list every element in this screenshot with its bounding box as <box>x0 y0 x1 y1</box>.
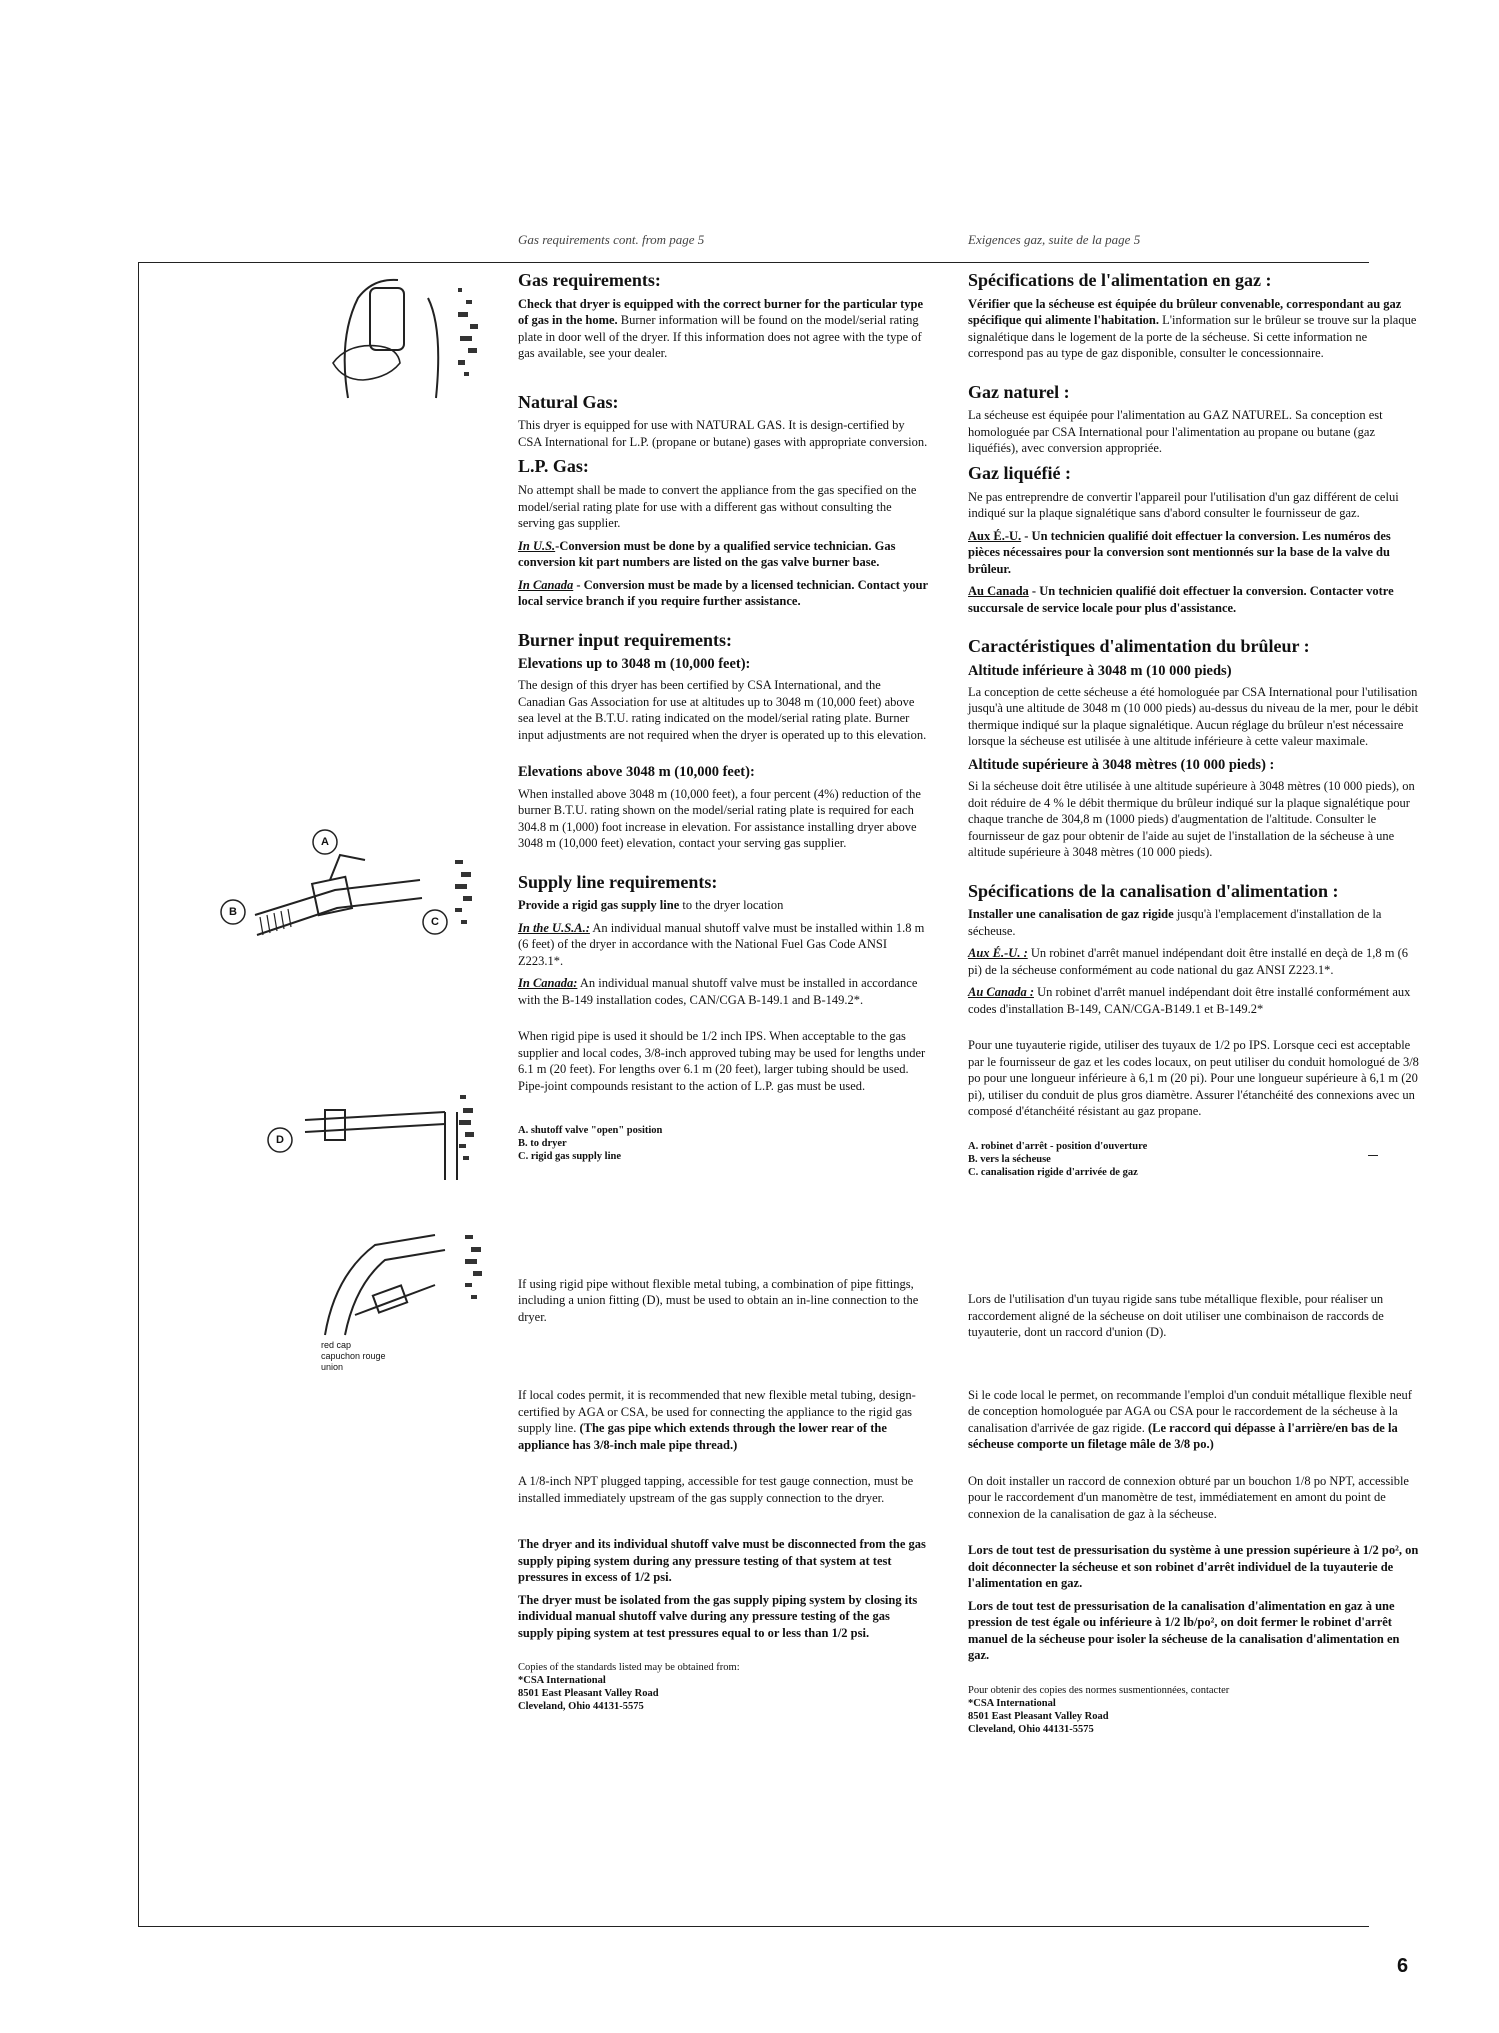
fr-lp-canada-text: - Un technicien qualifié doit effectuer la conversion. Contacter votre succursale de service locale pour plus d'assistance. <box>968 584 1394 615</box>
fr-elevation-above-title: Altitude supérieure à 3048 mètres (10 000 pieds) : <box>968 756 1275 773</box>
fr-npt-tapping-body: On doit installer un raccord de connexion obturé par un bouchon 1/8 po NPT, accessible pour le raccordement d'un manomètre de test, immédiatement en amont du point de connexion de la canalisation de gaz à la sécheuse. <box>968 1473 1409 1521</box>
copies-note: Copies of the standards listed may be obtained from: <box>518 1662 740 1674</box>
fr-legend-a: A. robinet d'arrêt - position d'ouverture <box>968 1140 1148 1152</box>
red-cap-label-fr: capuchon rouge <box>321 1351 386 1361</box>
fr-supply-canada-label: Au Canada : <box>968 985 1034 1000</box>
fr-lp-canada-label: Au Canada <box>968 584 1029 599</box>
fr-gas-requirements-body: L'information sur le brûleur se trouve sur la plaque signalétique dans le logement de la porte de la sécheuse. Si cette information ne correspond pas au type de gaz disponible, consulter le concessionnaire. <box>968 313 1417 361</box>
address-line-3: Cleveland, Ohio 44131-5575 <box>518 1701 644 1713</box>
flexible-tubing-body: If local codes permit, it is recommended that new flexible metal tubing, design-certified by AGA or CSA, be used for connecting the appliance to the rigid gas supply line. <box>518 1388 916 1436</box>
pressure-test-1: The dryer and its individual shutoff valve must be disconnected from the gas supply piping system during any pressure testing of that system at test pressures in excess of 1/2 psi. <box>518 1537 926 1585</box>
fr-burner-input-title: Caractéristiques d'alimentation du brûleur : <box>968 636 1310 657</box>
supply-canada-text: An individual manual shutoff valve must be installed in accordance with the B-149 installation codes, CAN/CGA B-149.1 and B-149.2*. <box>518 976 918 1007</box>
burner-input-title: Burner input requirements: <box>518 629 733 650</box>
english-column <box>518 270 928 1714</box>
elevation-below-body: The design of this dryer has been certified by CSA International, and the Canadian Gas Association for use at altitudes up to 3048 m (10,000 feet) above sea level at the B.T.U. rating indicated on the model/serial rating plate. Burner input adjustments are not required when the dryer is operated up to this elevation. <box>518 678 927 742</box>
fr-natural-gas-body: La sécheuse est équipée pour l'alimentation au GAZ NATUREL. Sa conception est homologuée par CSA International pour l'alimentation au propane ou butane (gaz liquéfiés), avec conversion appropriée. <box>968 408 1383 456</box>
address-line-2: 8501 East Pleasant Valley Road <box>518 1688 659 1700</box>
flexible-connector-illustration <box>315 1225 505 1345</box>
fr-supply-us-label: Aux É.-U. : <box>968 946 1028 961</box>
gas-requirements-body: Burner information will be found on the model/serial rating plate in door well of the dryer. If this information does not agree with the type of gas available, see your dealer. <box>518 313 922 361</box>
shutoff-valve-illustration <box>215 820 505 990</box>
address-line-1: *CSA International <box>518 1675 606 1687</box>
pressure-test-2: The dryer must be isolated from the gas supply piping system by closing its individual manual shutoff valve during any pressure testing of the gas supply piping system at test pressures equal to or less than 1/2 psi. <box>518 1592 918 1640</box>
figure-label-b: B <box>229 906 237 918</box>
red-cap-label: red cap <box>321 1340 352 1350</box>
fr-flexible-tubing-body: Si le code local le permet, on recommande l'emploi d'un conduit métallique flexible neuf de conception homologuée par AGA ou CSA pour le raccordement de la sécheuse à la canalisation d'arrivée de gaz rigide. <box>968 1387 1412 1435</box>
fr-legend-c: C. canalisation rigide d'arrivée de gaz <box>968 1166 1138 1178</box>
elevation-below-title: Elevations up to 3048 m (10,000 feet): <box>518 656 751 673</box>
fr-pressure-test-2: Lors de tout test de pressurisation de la canalisation d'alimentation en gaz à une pression de test égale ou inférieure à 1/2 lb/po², on doit fermer le robinet d'arrêt manuel de la sécheuse pour isoler la sécheuse de la canalisation d'alimentation en gaz. <box>968 1598 1400 1663</box>
fr-supply-line-rest: jusqu'à l'emplacement d'installation de la sécheuse. <box>968 907 1382 938</box>
supply-canada-label: In Canada: <box>518 976 578 991</box>
fr-rigid-pipe-body: Pour une tuyauterie rigide, utiliser des tuyaux de 1/2 po IPS. Lorsque ceci est acceptable par le fournisseur de gaz et les codes locaux, on peut utiliser du conduit homologué de 3/8 po pour une longueur inférieure à 6,1 m (20 pi). Pour une longueur supérieure à 6,1 m (20 pi), utiliser du conduit de plus gros diamètre. Assurer l'étanchéité des connexions avec un composé d'étanchéité résistant au gaz propane. <box>968 1038 1419 1119</box>
header-right: Exigences gaz, suite de la page 5 <box>968 232 1141 247</box>
elevation-above-body: When installed above 3048 m (10,000 feet), a four percent (4%) reduction of the burner B.T.U. rating shown on the model/serial rating plate is required for each 304.8 m (1,000) foot increase in elevation. For assistance installing dryer above 3048 m (10,000 feet) elevation, contact your serving gas supplier. <box>518 786 921 850</box>
supply-us-label: In the U.S.A.: <box>518 920 590 935</box>
gas-requirements-title: Gas requirements: <box>518 270 661 290</box>
fr-address-line-2: 8501 East Pleasant Valley Road <box>968 1710 1109 1722</box>
gas-requirements-bold: Check that dryer is equipped with the correct burner for the particular type of gas in the home. <box>518 296 924 328</box>
fr-gas-requirements-title: Spécifications de l'alimentation en gaz : <box>968 270 1272 290</box>
fr-flexible-tubing-bold: (Le raccord qui dépasse à l'arrière/en bas de la sécheuse comporte un filetage mâle de 3/8 po.) <box>968 1420 1398 1452</box>
supply-line-rest: to the dryer location <box>679 898 784 913</box>
fr-elevation-below-title: Altitude inférieure à 3048 m (10 000 pieds) <box>968 662 1232 679</box>
lp-us-label: In U.S. <box>518 538 556 553</box>
fr-supply-line-title: Spécifications de la canalisation d'alimentation : <box>968 880 1339 901</box>
union-fitting-body: If using rigid pipe without flexible metal tubing, a combination of pipe fittings, including a union fitting (D), must be used to obtain an in-line connection to the dryer. <box>518 1276 919 1324</box>
fr-gas-requirements-bold: Vérifier que la sécheuse est équipée du brûleur convenable, correspondant au gaz spécifique qui alimente l'habitation. <box>968 296 1402 328</box>
lp-us-text: -Conversion must be done by a qualified service technician. Gas conversion kit part numbers are listed on the gas valve burner base. <box>518 538 896 570</box>
fr-union-fitting-body: Lors de l'utilisation d'un tuyau rigide sans tube métallique flexible, pour réaliser un raccordement aligné de la sécheuse on doit utiliser une combinaison de raccords de tuyauterie, dont un raccord d'union (D). <box>968 1292 1384 1340</box>
supply-line-bold: Provide a rigid gas supply line <box>518 898 680 913</box>
figure-label-a: A <box>321 836 329 848</box>
dryer-door-illustration <box>318 268 508 408</box>
lp-gas-title: L.P. Gas: <box>518 456 589 477</box>
fr-lp-gas-body: Ne pas entreprendre de convertir l'appareil pour l'utilisation d'un gaz différent de celui indiqué sur la plaque signalétique sans d'abord consulter le fournisseur de gaz. <box>968 489 1399 521</box>
natural-gas-title: Natural Gas: <box>518 391 619 412</box>
union-fitting-illustration <box>245 1090 505 1210</box>
lp-gas-body: No attempt shall be made to convert the appliance from the gas specified on the model/serial rating plate for use with a different gas without consulting the serving gas supplier. <box>518 483 917 531</box>
page-number: 6 <box>1397 1955 1409 1977</box>
fr-address-line-1: *CSA International <box>968 1697 1056 1709</box>
fr-lp-us-label: Aux É.-U. <box>968 528 1022 543</box>
fr-elevation-above-body: Si la sécheuse doit être utilisée à une altitude supérieure à 3048 mètres (10 000 pieds), on doit réduire de 4 % le débit thermique du brûleur indiqué sur la plaque signalétique pour chaque tranche de 304,8 m (1000 pieds) d'augmentation de l'altitude. Consulter le fournisseur de gaz pour obtenir de l'aide au sujet de l'installation de la sécheuse à une altitude supérieure à 3048 mètres (10 000 pieds). <box>968 779 1415 859</box>
fr-natural-gas-title: Gaz naturel : <box>968 381 1070 402</box>
french-column <box>968 270 1423 1736</box>
union-label: union <box>321 1362 344 1372</box>
fr-lp-us-text: - Un technicien qualifié doit effectuer la conversion. Les numéros des pièces nécessaires pour la conversion sont mentionnés sur la base de la valve du brûleur. <box>968 528 1391 576</box>
npt-tapping-body: A 1/8-inch NPT plugged tapping, accessible for test gauge connection, must be installed immediately upstream of the gas supply connection to the dryer. <box>518 1474 914 1505</box>
fr-elevation-below-body: La conception de cette sécheuse a été homologuée par CSA International pour l'utilisation jusqu'à une altitude de 3048 m (10 000 pieds) au-dessus du niveau de la mer, pour le débit thermique indiqué sur la plaque signalétique. Aucun réglage du brûleur n'est nécessaire lorsque la sécheuse est utilisée à une altitude inférieure à cette valeur maximale. <box>968 684 1419 749</box>
elevation-above-title: Elevations above 3048 m (10,000 feet): <box>518 764 755 781</box>
fr-supply-line-bold: Installer une canalisation de gaz rigide <box>968 907 1174 922</box>
fr-pressure-test-1: Lors de tout test de pressurisation du système à une pression supérieure à 1/2 po², on doit déconnecter la sécheuse et son robinet d'arrêt individuel de la tuyauterie de l'alimentation en gaz. <box>968 1543 1419 1591</box>
figure-label-c: C <box>431 916 439 928</box>
rigid-pipe-body: When rigid pipe is used it should be 1/2 inch IPS. When acceptable to the gas supplier and local codes, 3/8-inch approved tubing may be used for lengths under 6.1 m (20 feet). For lengths over 6.1 m (20 feet), larger tubing should be used. Pipe-joint compounds resistant to the action of L.P. gas must be used. <box>518 1029 926 1093</box>
fr-supply-us-text: Un robinet d'arrêt manuel indépendant doit être installé en deçà de 1,8 m (6 pi) de la sécheuse conformément au code national du gaz ANSI Z223.1*. <box>968 946 1408 977</box>
legend-a: A. shutoff valve "open" position <box>518 1125 663 1137</box>
header-left: Gas requirements cont. from page 5 <box>518 232 705 247</box>
fr-legend-b: B. vers la sécheuse <box>968 1153 1051 1165</box>
legend-c: C. rigid gas supply line <box>518 1151 621 1163</box>
lp-canada-text: - Conversion must be made by a licensed technician. Contact your local service branch if you require further assistance. <box>518 577 928 609</box>
supply-line-title: Supply line requirements: <box>518 871 718 892</box>
supply-us-text: An individual manual shutoff valve must be installed within 1.8 m (6 feet) of the dryer in accordance with the National Fuel Gas Code ANSI Z223.1*. <box>518 920 925 968</box>
lp-canada-label: In Canada <box>518 577 574 592</box>
flexible-tubing-bold: (The gas pipe which extends through the lower rear of the appliance has 3/8-inch male pipe thread.) <box>518 1421 887 1452</box>
figure-label-d: D <box>276 1134 284 1146</box>
fr-lp-gas-title: Gaz liquéfié : <box>968 462 1071 483</box>
fr-address-line-3: Cleveland, Ohio 44131-5575 <box>968 1723 1094 1735</box>
natural-gas-body: This dryer is equipped for use with NATURAL GAS. It is design-certified by CSA International for L.P. (propane or butane) gases with appropriate conversion. <box>518 418 928 449</box>
fr-copies-note: Pour obtenir des copies des normes susmentionnées, contacter <box>968 1684 1230 1696</box>
legend-b: B. to dryer <box>518 1138 567 1150</box>
fr-supply-canada-text: Un robinet d'arrêt manuel indépendant doit être installé conformément aux codes d'installation B-149, CAN/CGA-B149.1 et B-149.2* <box>968 985 1411 1016</box>
